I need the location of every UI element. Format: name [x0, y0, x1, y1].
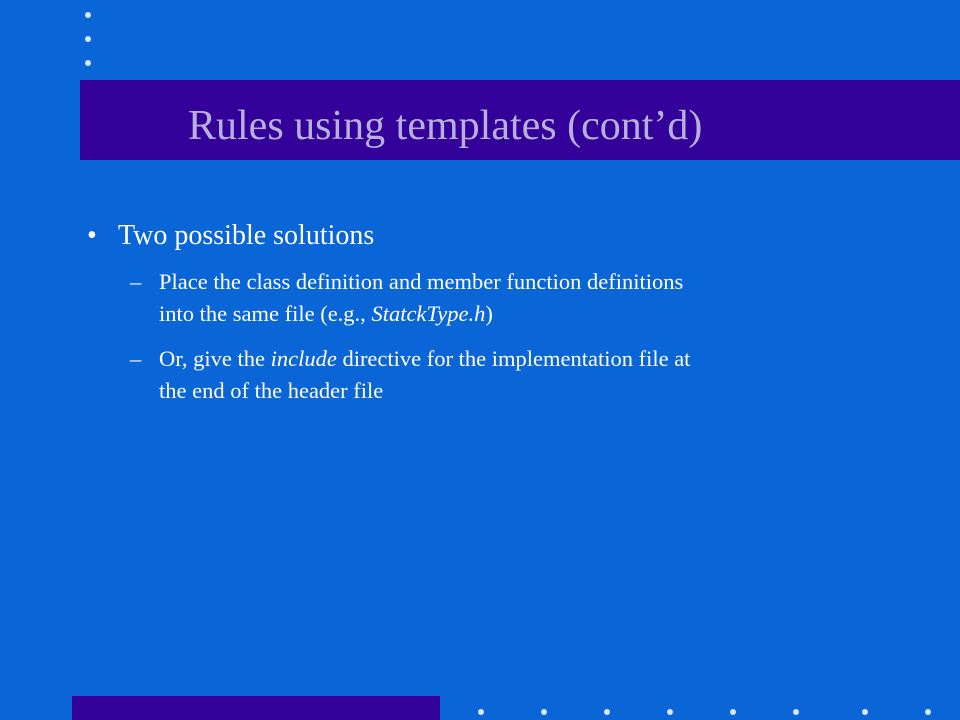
sub-bullet-line [159, 298, 859, 330]
slide-title: Rules using templates (cont’d) [188, 103, 703, 149]
text-run: directive for the implementation file at [336, 346, 691, 371]
text-run: into the same file (e.g., [159, 301, 372, 326]
bottom-bar [72, 696, 440, 720]
text-run: ) [485, 301, 493, 326]
filename-emphasis: StatckType.h [371, 301, 486, 326]
decorative-dot [862, 709, 868, 715]
decorative-dot [667, 709, 673, 715]
sub-bullet-line: the end of the header file [159, 378, 384, 403]
sub-bullet-marker: – [130, 346, 142, 371]
keyword-emphasis: include [270, 346, 337, 371]
sub-bullet-text [159, 266, 859, 330]
sub-bullet-line: Place the class definition and member function definitions [159, 269, 684, 294]
decorative-dot [541, 709, 547, 715]
decorative-dot [730, 709, 736, 715]
text-run: Or, give the [159, 346, 271, 371]
decorative-dot [925, 709, 931, 715]
bullet-marker: • [87, 220, 97, 251]
decorative-dot [478, 709, 484, 715]
sub-bullet-text [159, 343, 859, 407]
bullet-text: Two possible solutions [118, 220, 375, 251]
sub-bullet-line [159, 343, 859, 375]
decorative-dot [604, 709, 610, 715]
decorative-dot [793, 709, 799, 715]
sub-bullet-marker: – [130, 269, 142, 294]
